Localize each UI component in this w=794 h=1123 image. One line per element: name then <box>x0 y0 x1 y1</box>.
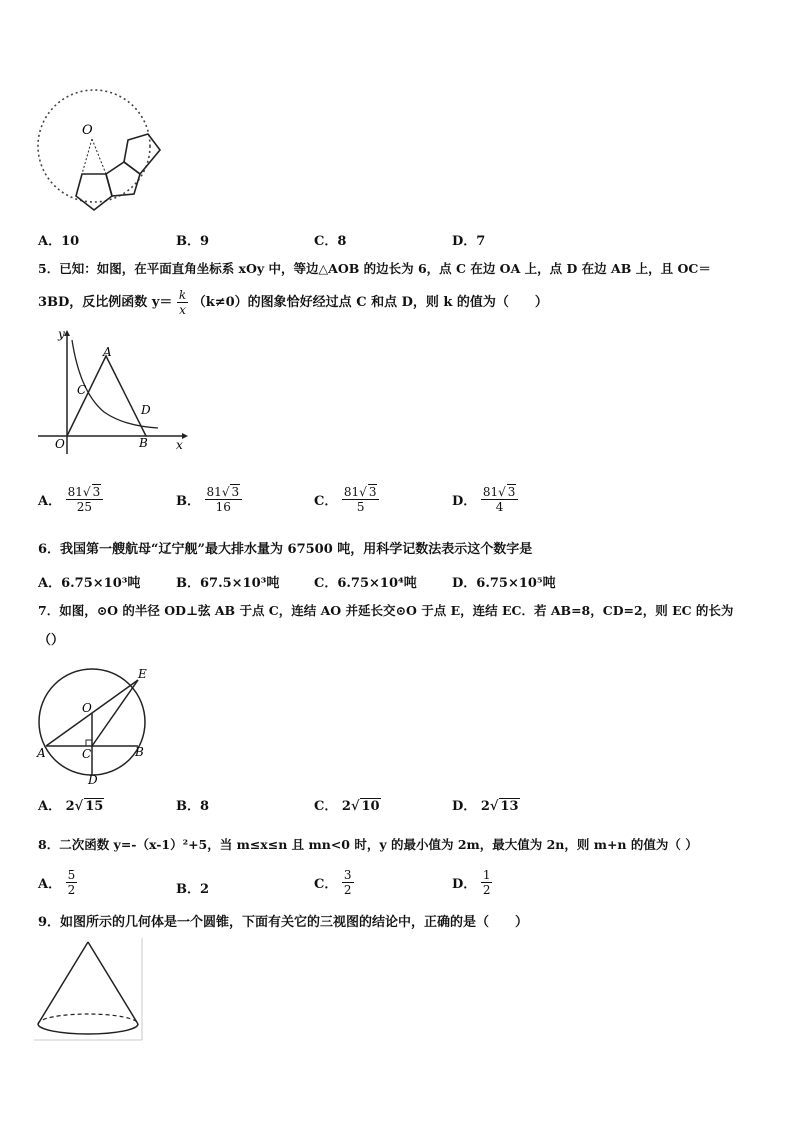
q5-option-b: B． $\frac{81√ 3}{16}$ <box>176 484 242 514</box>
q4-pentagon-upper <box>124 134 160 174</box>
q6-option-c: C．6.75×10⁴吨 <box>314 576 417 591</box>
q8-option-a: A． $\frac{5}{2}$ <box>38 868 76 897</box>
q4-label-o: O <box>82 123 93 138</box>
q4-option-a: A．10 <box>38 234 80 249</box>
q9-stem: 9．如图所示的几何体是一个圆锥，下面有关它的三视图的结论中，正确的是（ ） <box>38 915 529 930</box>
q7-stem-line2: （） <box>38 633 65 648</box>
q7-option-c: C． 2√ 10 <box>314 799 380 814</box>
q7-label-d: D <box>88 773 98 786</box>
q4-figure <box>34 84 184 214</box>
q5-y-arrow <box>64 330 70 336</box>
q9-cone-figure <box>34 938 146 1042</box>
q8-option-b: B．2 <box>176 882 210 897</box>
q9-cone-base-front <box>38 1024 138 1034</box>
q6-option-b: B．67.5×10³吨 <box>176 576 280 591</box>
q5-stem-line2: 3BD，反比例函数 y＝ $\frac{k}{x}$ （k≠0）的图象恰好经过点 C 和点 D，则 k 的值为（ ） <box>38 288 548 317</box>
q5-option-d: D． $\frac{81√ 3}{4}$ <box>452 484 518 514</box>
q6-option-d: D．6.75×10⁵吨 <box>452 576 556 591</box>
q7-stem-line1: 7．如图，⊙O 的半径 OD⊥弦 AB 于点 C，连结 AO 并延长交⊙O 于点 E，连结 EC．若 AB=8，CD=2，则 EC 的长为 <box>38 603 734 618</box>
q5-label-x: x <box>176 438 183 452</box>
q7-segment-ec <box>92 680 138 746</box>
q8-option-c: C． $\frac{3}{2}$ <box>314 868 352 897</box>
q5-label-o: O <box>55 437 65 451</box>
q4-option-d: D．7 <box>452 234 486 249</box>
q5-option-c: C． $\frac{81√ 3}{5}$ <box>314 484 379 514</box>
q5-label-b: B <box>139 436 148 450</box>
q9-cone-left-edge <box>38 942 88 1024</box>
q7-option-a: A． 2√ 15 <box>38 799 104 814</box>
q4-line-2 <box>92 139 106 174</box>
q7-label-a: A <box>37 746 46 760</box>
q9-cone-right-edge <box>88 942 138 1024</box>
q6-stem: 6．我国第一艘航母“辽宁舰”最大排水量为 67500 吨，用科学记数法表示这个数字是 <box>38 542 533 557</box>
q7-option-b: B．8 <box>176 799 210 814</box>
q7-label-e: E <box>138 667 147 681</box>
q5-label-d: D <box>141 403 151 417</box>
q7-label-o: O <box>82 701 92 715</box>
q5-figure <box>34 326 194 456</box>
q5-label-c: C <box>77 383 87 397</box>
q4-pentagon-lower <box>76 174 112 210</box>
q5-label-y: y <box>58 327 65 341</box>
q4-dotted-circle <box>38 90 150 202</box>
q5-label-a: A <box>103 345 112 359</box>
q8-option-d: D． $\frac{1}{2}$ <box>452 868 491 897</box>
q4-option-b: B．9 <box>176 234 210 249</box>
q4-pentagon-middle <box>106 162 140 196</box>
q8-stem: 8．二次函数 y=-（x-1）²+5，当 m≤x≤n 且 mn<0 时，y 的最小值为 2m，最大值为 2n，则 m+n 的值为（ ） <box>38 837 698 852</box>
q5-option-a: A． $\frac{81√ 3}{25}$ <box>38 484 103 514</box>
q7-figure <box>34 666 164 786</box>
q9-cone-base-back <box>38 1014 138 1024</box>
q5-x-arrow <box>182 433 188 439</box>
q4-line-1 <box>82 139 92 174</box>
q6-option-a: A．6.75×10³吨 <box>38 576 141 591</box>
q7-label-b: B <box>135 745 144 759</box>
q4-option-c: C．8 <box>314 234 347 249</box>
q7-label-c: C <box>82 747 92 761</box>
q7-option-d: D． 2√ 13 <box>452 799 519 814</box>
q5-stem-line1: 5．已知：如图，在平面直角坐标系 xOy 中，等边△AOB 的边长为 6，点 C 在边 OA 上，点 D 在边 AB 上，且 OC＝ <box>38 261 711 276</box>
q7-right-angle-mark <box>86 740 92 746</box>
